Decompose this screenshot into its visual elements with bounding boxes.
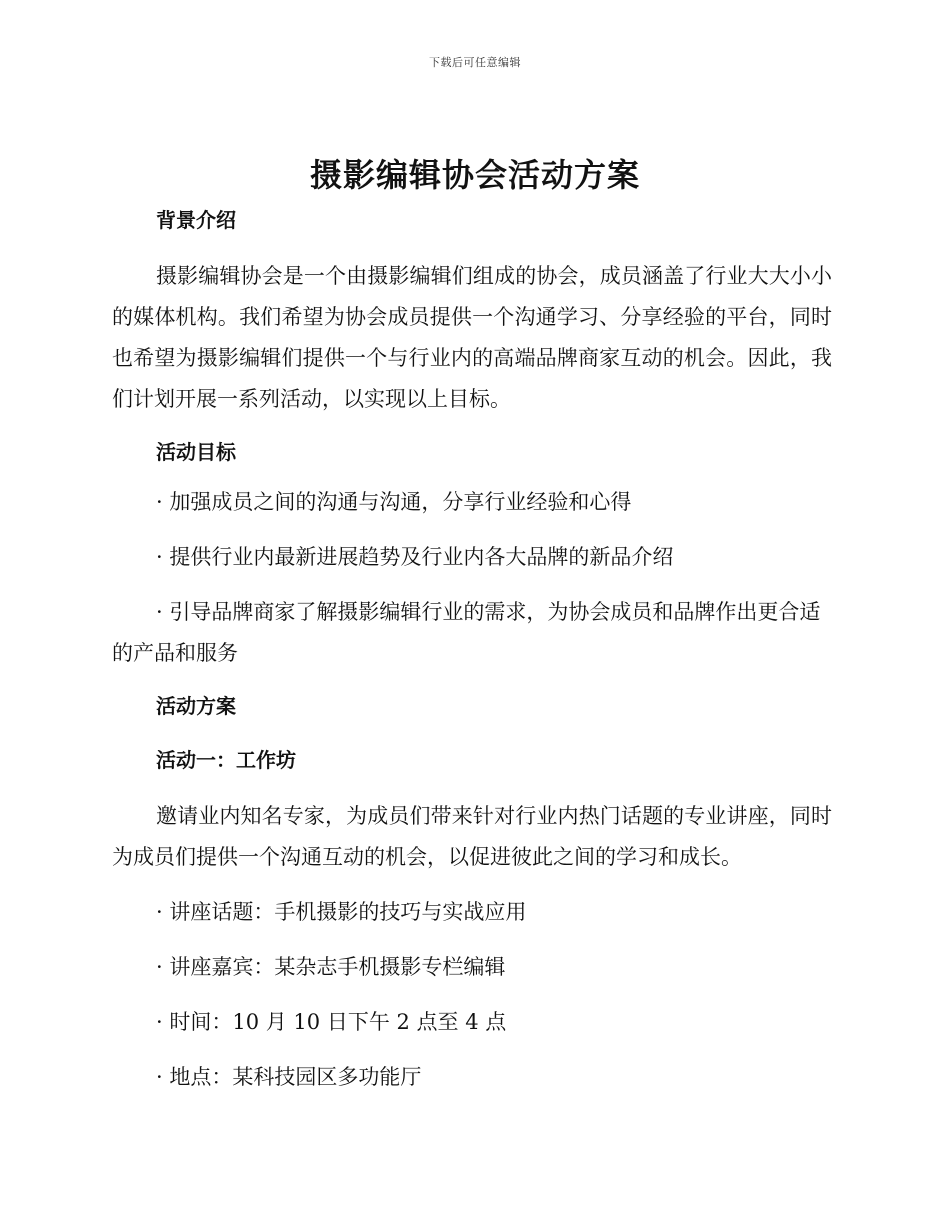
goal-item: · 加强成员之间的沟通与沟通，分享行业经验和心得 [156, 490, 632, 514]
heading-plan: 活动方案 [156, 694, 236, 718]
paragraph-activity-one: 邀请业内知名专家，为成员们带来针对行业内热门话题的专业讲座，同时为成员们提供一个沟通互动的机会，以促进彼此之间的学习和成长。 [112, 804, 832, 869]
document-body [112, 204, 832, 1098]
heading-background: 背景介绍 [156, 208, 236, 232]
document-title: 摄影编辑协会活动方案 [309, 156, 640, 194]
goal-item: · 提供行业内最新进展趋势及行业内各大品牌的新品介绍 [156, 545, 674, 569]
activity-item: · 讲座话题：手机摄影的技巧与实战应用 [156, 900, 527, 924]
activity-item: · 时间：10 月 10 日下午 2 点至 4 点 [156, 1010, 507, 1034]
activity-item: · 地点：某科技园区多功能厅 [156, 1065, 422, 1089]
heading-goals: 活动目标 [156, 440, 236, 464]
header-note: 下载后可任意编辑 [429, 56, 521, 69]
paragraph-background: 摄影编辑协会是一个由摄影编辑们组成的协会，成员涵盖了行业大大小小的媒体机构。我们希望为协会成员提供一个沟通学习、分享经验的平台，同时也希望为摄影编辑们提供一个与行业内的高端品牌商家互动的机会。因此，我们计划开展一系列活动，以实现以上目标。 [112, 264, 832, 411]
heading-activity-one: 活动一：工作坊 [156, 748, 296, 772]
activity-item: · 讲座嘉宾：某杂志手机摄影专栏编辑 [156, 955, 506, 979]
goal-item: · 引导品牌商家了解摄影编辑行业的需求，为协会成员和品牌作出更合适的产品和服务 [112, 600, 821, 665]
